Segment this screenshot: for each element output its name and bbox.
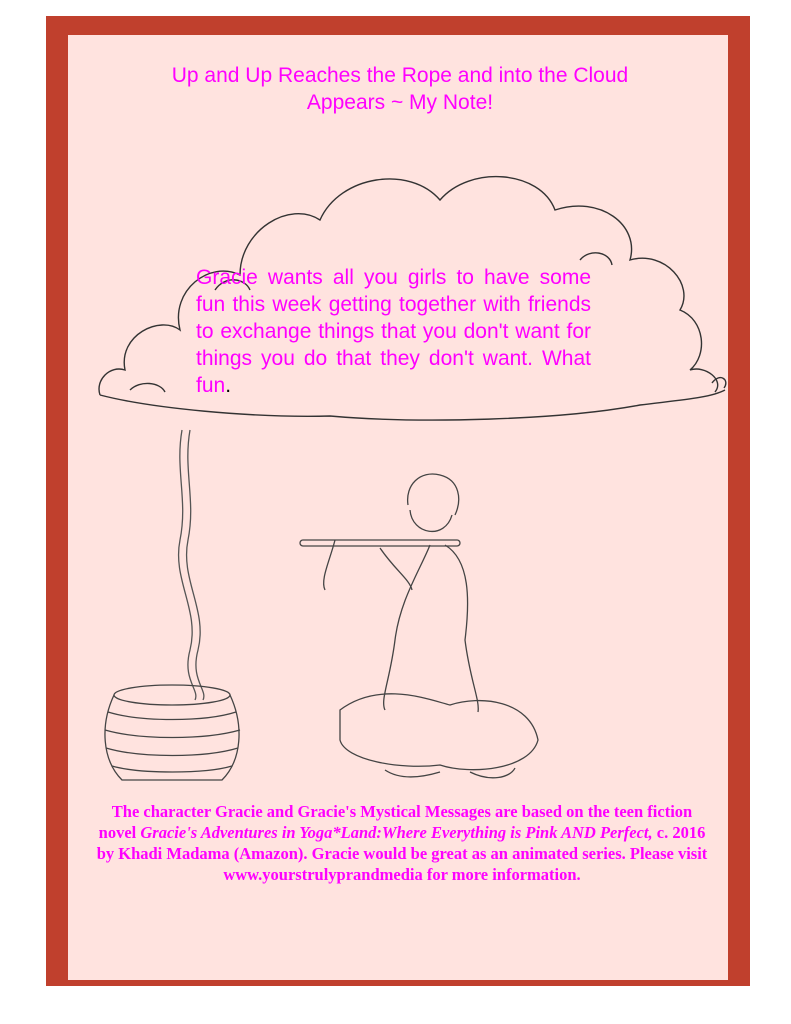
title-line-2: Appears ~ My Note! [306, 91, 494, 114]
cloud-message-closing: What fun [196, 347, 591, 397]
footer-part-1: The character Gracie and Gracie's Mystical Messages are based on the teen fiction novel [98, 802, 693, 842]
footer-credits [92, 801, 712, 885]
cloud-message-body: Gracie wants all you girls to have some fun this week getting together with friends to exchange things that you don't want for things you do that they don't want. [196, 266, 591, 370]
rope-illustration [179, 430, 204, 700]
cloud-message-period: . [225, 374, 232, 397]
cloud-message [196, 264, 591, 399]
flute-player-illustration [300, 474, 538, 778]
footer-part-2: c. 2016 by Khadi Madama (Amazon). Gracie would be great as an animated series. Please visit www.yourstrulyprandmedia for more information. [96, 823, 708, 884]
basket-illustration [105, 685, 240, 780]
title-line-1: Up and Up Reaches the Rope and into the Cloud [171, 64, 629, 87]
footer-book-title: Gracie's Adventures in Yoga*Land:Where Everything is Pink AND Perfect, [140, 823, 653, 842]
